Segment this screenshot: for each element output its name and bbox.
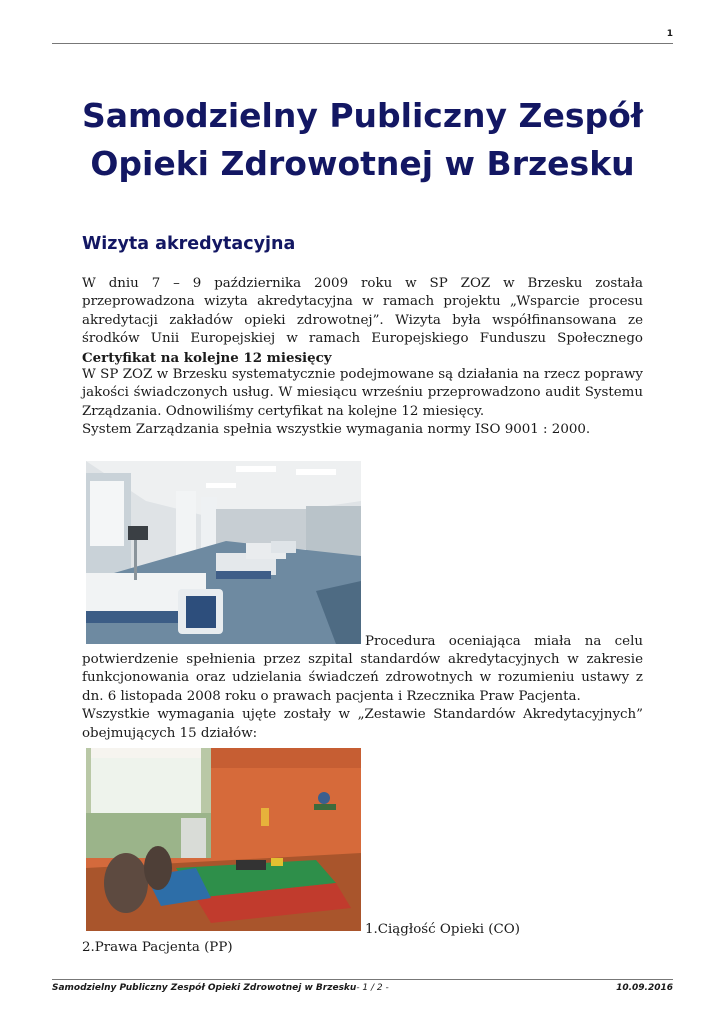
hospital-ward-photo (86, 461, 361, 644)
footer-organization: Samodzielny Publiczny Zespół Opieki Zdrowotnej w Brzesku (52, 983, 357, 993)
header-rule (52, 43, 673, 44)
paragraph-procedure-first-line: Procedura oceniająca miała na celu (365, 634, 643, 649)
playroom-photo (86, 748, 361, 931)
certificate-bold-text: Certyfikat na kolejne 12 miesięcy (82, 349, 332, 366)
page-title-line2: Opieki Zdrowotnej w Brzesku (90, 144, 635, 183)
paragraph-system (82, 366, 643, 440)
footer-pager: - 1 / 2 - (356, 983, 389, 993)
paragraph-system-iso: System Zarządzania spełnia wszystkie wymagania normy ISO 9001 : 2000. (82, 422, 591, 438)
list-item-patient-rights: 2.Prawa Pacjenta (PP) (82, 940, 233, 955)
page-title-line1: Samodzielny Publiczny Zespół (81, 96, 644, 135)
page-title (52, 92, 673, 188)
paragraph-intro-text: W dniu 7 – 9 października 2009 roku w SP ZOZ w Brzesku została przeprowadzona wizyta akredytacyjna w ramach projektu „Wsparcie procesu akredytacji zakładów opieki zdrowotnej”. Wizyta była współfinansowana ze środków Unii Europejskiej w ramach Europejskiego Funduszu Społecznego (82, 276, 643, 347)
paragraph-procedure-standards: Wszystkie wymagania ujęte zostały w „Zestawie Standardów Akredytacyjnych” obejmujących 15 działów: (82, 707, 643, 741)
page-number: 1 (666, 29, 673, 39)
paragraph-procedure (82, 651, 643, 743)
footer-date: 10.09.2016 (616, 983, 673, 993)
section-heading: Wizyta akredytacyjna (82, 234, 296, 254)
footer-left (52, 983, 389, 993)
paragraph-intro (82, 275, 643, 368)
paragraph-system-text: W SP ZOZ w Brzesku systematycznie podejmowane są działania na rzecz poprawy jakości świadczonych usług. W miesiącu wrześniu przeprowadzono audit Systemu Zrządzania. Odnowiliśmy certyfikat na kolejne 12 miesięcy. (82, 367, 643, 419)
paragraph-procedure-text: potwierdzenie spełnienia przez szpital standardów akredytacyjnych w zakresie funkcjonowania oraz udzielania świadczeń zdrowotnych w rozumieniu ustawy z dn. 6 listopada 2008 roku o prawach pacjenta i Rzecznika Praw Pacjenta. (82, 652, 643, 704)
footer-rule (52, 979, 673, 980)
list-item-continuity-of-care: 1.Ciągłość Opieki (CO) (365, 922, 520, 937)
